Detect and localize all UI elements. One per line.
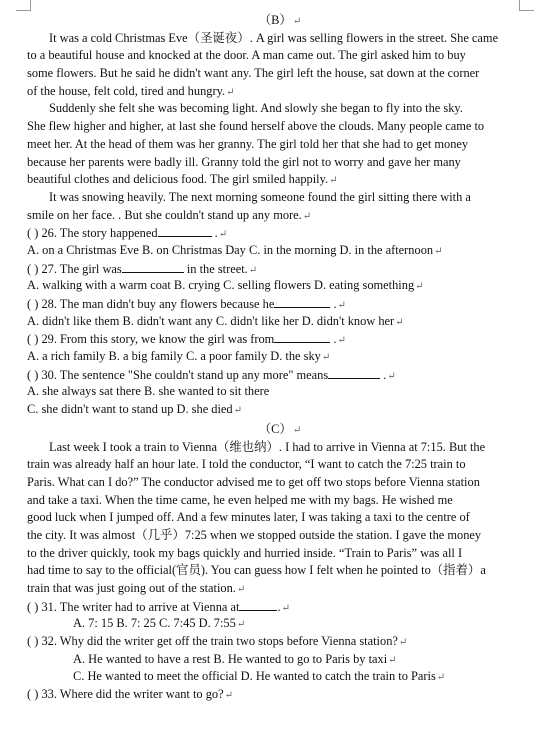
passage-c-line: the city. It was almost（几乎）7:25 when we stopped outside the station. I gave the money — [27, 527, 482, 542]
answer-blank — [158, 224, 212, 237]
question-30: ( ) 30. The sentence "She couldn't stand up any more" means .↵ — [27, 367, 396, 382]
passage-c-line: Last week I took a train to Vienna（维也纳）. I had to arrive in Vienna at 7:15. But the — [49, 439, 486, 454]
question-33: ( ) 33. Where did the writer want to go?↵ — [27, 687, 233, 702]
page-corner-mark-left — [16, 0, 31, 11]
answer-blank — [328, 366, 380, 379]
question-27-options: A. walking with a warm coat B. crying C. selling flowers D. eating something↵ — [27, 278, 424, 293]
passage-b-line: because her parents were badly ill. Granny told the girl not to worry and gave her many — [27, 154, 461, 169]
question-29: ( ) 29. From this story, we know the girl was from .↵ — [27, 332, 346, 347]
passage-b-line: smile on her face. . But she couldn't stand up any more.↵ — [27, 207, 312, 222]
passage-b-line: Suddenly she felt she was becoming light. And slowly she began to fly into the sky. — [49, 101, 463, 116]
question-26-options: A. on a Christmas Eve B. on Christmas Day C. in the morning D. in the afternoon↵ — [27, 242, 443, 257]
passage-c-line: train was already half an hour late. I told the conductor, “I want to catch the 7:25 train to — [27, 457, 466, 472]
passage-b-line: She flew higher and higher, at last she found herself above the clouds. Many people came to — [27, 119, 485, 134]
passage-b-line: beautiful clothes and delicious food. The girl smiled happily.↵ — [27, 172, 338, 187]
passage-c-line: had time to say to the official(官员). You can guess how I felt when he pointed to（指着）a — [27, 563, 486, 578]
passage-c-line: and take a taxi. When the time came, he even helped me with my bags. He wished me — [27, 492, 453, 507]
section-c-heading: （C）↵ — [258, 421, 302, 436]
passage-c-line: to the driver quickly, took my bags quickly and hurried inside. “Train to Paris” was all I — [27, 545, 463, 560]
question-32: ( ) 32. Why did the writer get off the train two stops before Vienna station?↵ — [27, 634, 408, 649]
question-31: ( ) 31. The writer had to arrive at Vienna at .↵ — [27, 599, 290, 614]
question-28: ( ) 28. The man didn't buy any flowers because he .↵ — [27, 297, 346, 311]
answer-blank — [239, 598, 277, 611]
passage-b-line: meet her. At the head of them was her granny. The girl told her that she had to get money — [27, 136, 469, 151]
page-corner-mark-right — [519, 0, 534, 11]
passage-b-line: It was snowing heavily. The next morning someone found the girl sitting there with a — [49, 189, 471, 204]
passage-c-line: Paris. What can I do?” The conductor advised me to get off two stops before Vienna station — [27, 474, 480, 489]
question-32-options: A. He wanted to have a rest B. He wanted to go to Paris by taxi↵ — [73, 651, 397, 666]
section-b-heading: （B）↵ — [258, 13, 302, 27]
question-30-options: C. she didn't want to stand up D. she died↵ — [27, 402, 243, 417]
passage-b-line: some flowers. But he said he didn't want any. The girl left the house, sat down at the corner — [27, 66, 480, 81]
question-30-options: A. she always sat there B. she wanted to sit there — [27, 384, 270, 399]
passage-b-line: to a beautiful house and knocked at the door. A man came out. The girl asked him to buy — [27, 48, 466, 63]
document-page — [27, 12, 533, 704]
passage-c-line: good luck when I jumped off. And a few minutes later, I was taking a taxi to the centre of — [27, 510, 470, 525]
answer-blank — [274, 330, 330, 343]
question-27: ( ) 27. The girl was in the street.↵ — [27, 261, 258, 276]
passage-b-line: of the house, felt cold, tired and hungry.↵ — [27, 83, 235, 98]
passage-b-line: It was a cold Christmas Eve（圣诞夜）. A girl was selling flowers in the street. She came — [49, 30, 499, 45]
answer-blank — [122, 260, 184, 273]
question-26: ( ) 26. The story happened .↵ — [27, 226, 228, 241]
question-31-options: A. 7: 15 B. 7: 25 C. 7:45 D. 7:55↵ — [73, 616, 246, 631]
question-28-options: A. didn't like them B. didn't want any C. didn't like her D. didn't know her↵ — [27, 313, 404, 328]
question-29-options: A. a rich family B. a big family C. a poor family D. the sky↵ — [27, 349, 331, 364]
passage-c-line: train that was just going out of the station.↵ — [27, 581, 246, 595]
answer-blank — [274, 295, 330, 308]
question-32-options: C. He wanted to meet the official D. He wanted to catch the train to Paris↵ — [73, 669, 446, 684]
